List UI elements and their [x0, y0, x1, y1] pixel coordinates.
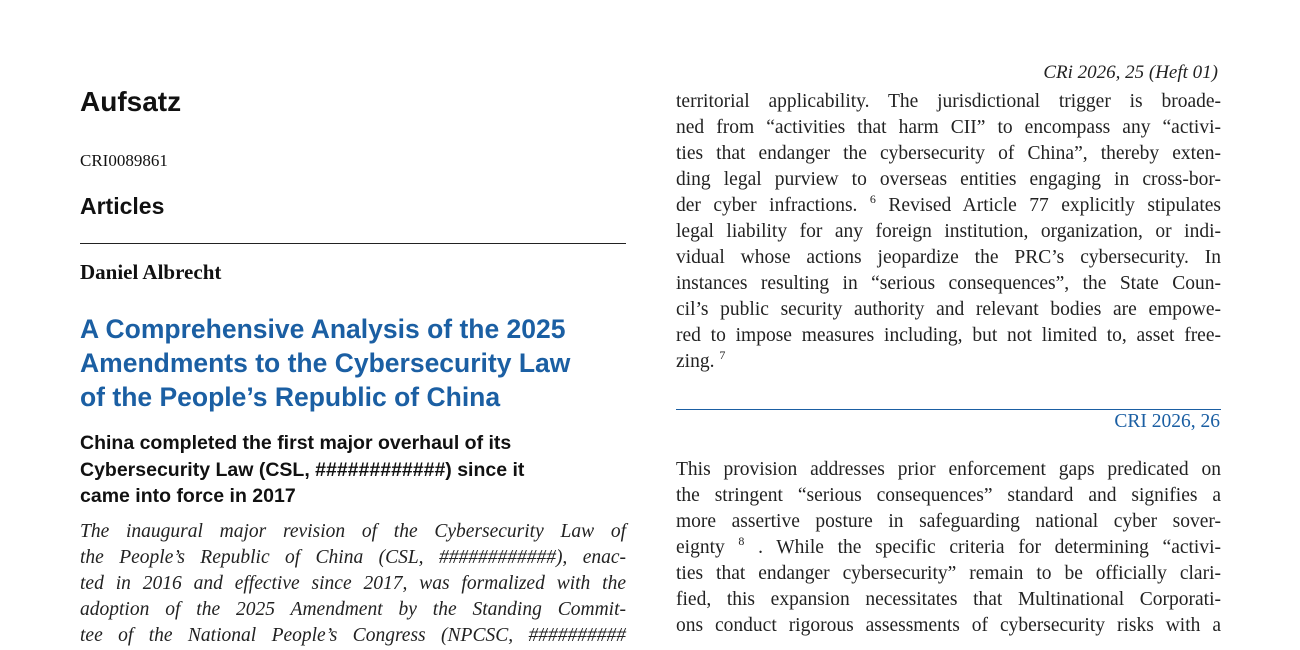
body-line: the stringent “serious consequences” standard and signifies a	[676, 485, 1221, 506]
body-line: ding legal purview to overseas entities engaging in cross-bor-	[676, 169, 1221, 190]
footnote-ref[interactable]: 7	[719, 348, 726, 362]
body-line-part: . While the specific criteria for determining “activi-	[758, 537, 1222, 558]
body-line: more assertive posture in safeguarding national cyber sover-	[676, 511, 1221, 532]
abstract-line: The inaugural major revision of the Cybersecurity Law of	[80, 521, 626, 542]
subtitle-line: Cybersecurity Law (CSL, ############) since it	[80, 458, 525, 481]
abstract	[80, 519, 626, 649]
body-line: fied, this expansion necessitates that Multinational Corporati-	[676, 589, 1221, 610]
title-line: of the People’s Republic of China	[80, 382, 501, 412]
title-line: A Comprehensive Analysis of the 2025	[80, 314, 566, 344]
body-line	[676, 534, 1222, 563]
section-heading: Aufsatz	[80, 86, 182, 117]
section-subheading: Articles	[80, 193, 165, 219]
body-line: ons conduct rigorous assessments of cybersecurity risks with a	[676, 615, 1221, 636]
body-line: ned from “activities that harm CII” to encompass any “activi-	[676, 117, 1221, 138]
subtitle-line: China completed the first major overhaul of its	[80, 432, 512, 454]
running-header: CRi 2026, 25 (Heft 01)	[1043, 62, 1218, 83]
body-text-bottom	[676, 459, 1221, 641]
page-reference: CRI 2026, 26	[1114, 411, 1220, 432]
body-line: vidual whose actions jeopardize the PRC’s cybersecurity. In	[676, 247, 1221, 268]
body-line-part: eignty	[676, 537, 725, 558]
author-name: Daniel Albrecht	[80, 260, 222, 284]
title-line: Amendments to the Cybersecurity Law	[80, 348, 571, 378]
body-line	[676, 192, 1222, 221]
document-id: CRI0089861	[80, 151, 168, 170]
article-subtitle	[80, 430, 640, 510]
footnote-ref[interactable]: 8	[738, 534, 745, 548]
body-line: red to impose measures including, but not limited to, asset free-	[676, 325, 1221, 346]
abstract-line: tee of the National People’s Congress (NPCSC, ##########	[80, 625, 626, 646]
article-title	[80, 312, 640, 414]
body-line: cil’s public security authority and relevant bodies are empowe-	[676, 299, 1221, 320]
subtitle-line: came into force in 2017	[80, 485, 296, 507]
body-line-part: Revised Article 77 explicitly stipulates	[888, 195, 1222, 216]
footnote-ref[interactable]: 6	[869, 192, 876, 206]
abstract-line: ted in 2016 and effective since 2017, was formalized with the	[80, 573, 626, 594]
body-line: This provision addresses prior enforcement gaps predicated on	[676, 459, 1221, 480]
body-line: legal liability for any foreign institution, organization, or indi-	[676, 221, 1221, 242]
body-line: ties that endanger the cybersecurity of China”, thereby exten-	[676, 143, 1221, 164]
body-text-top	[676, 91, 1221, 377]
body-line	[676, 348, 1221, 377]
body-line-part: zing.	[676, 351, 715, 372]
divider-rule	[80, 243, 626, 244]
body-line-part: der cyber infractions.	[676, 195, 858, 216]
abstract-line: the People’s Republic of China (CSL, ############), enac-	[80, 547, 626, 568]
page-break-rule	[676, 409, 1221, 410]
body-line: territorial applicability. The jurisdictional trigger is broade-	[676, 91, 1221, 112]
body-line: ties that endanger cybersecurity” remain to be officially clari-	[676, 563, 1221, 584]
abstract-line: adoption of the 2025 Amendment by the Standing Commit-	[80, 599, 626, 620]
body-line: instances resulting in “serious consequences”, the State Coun-	[676, 273, 1221, 294]
